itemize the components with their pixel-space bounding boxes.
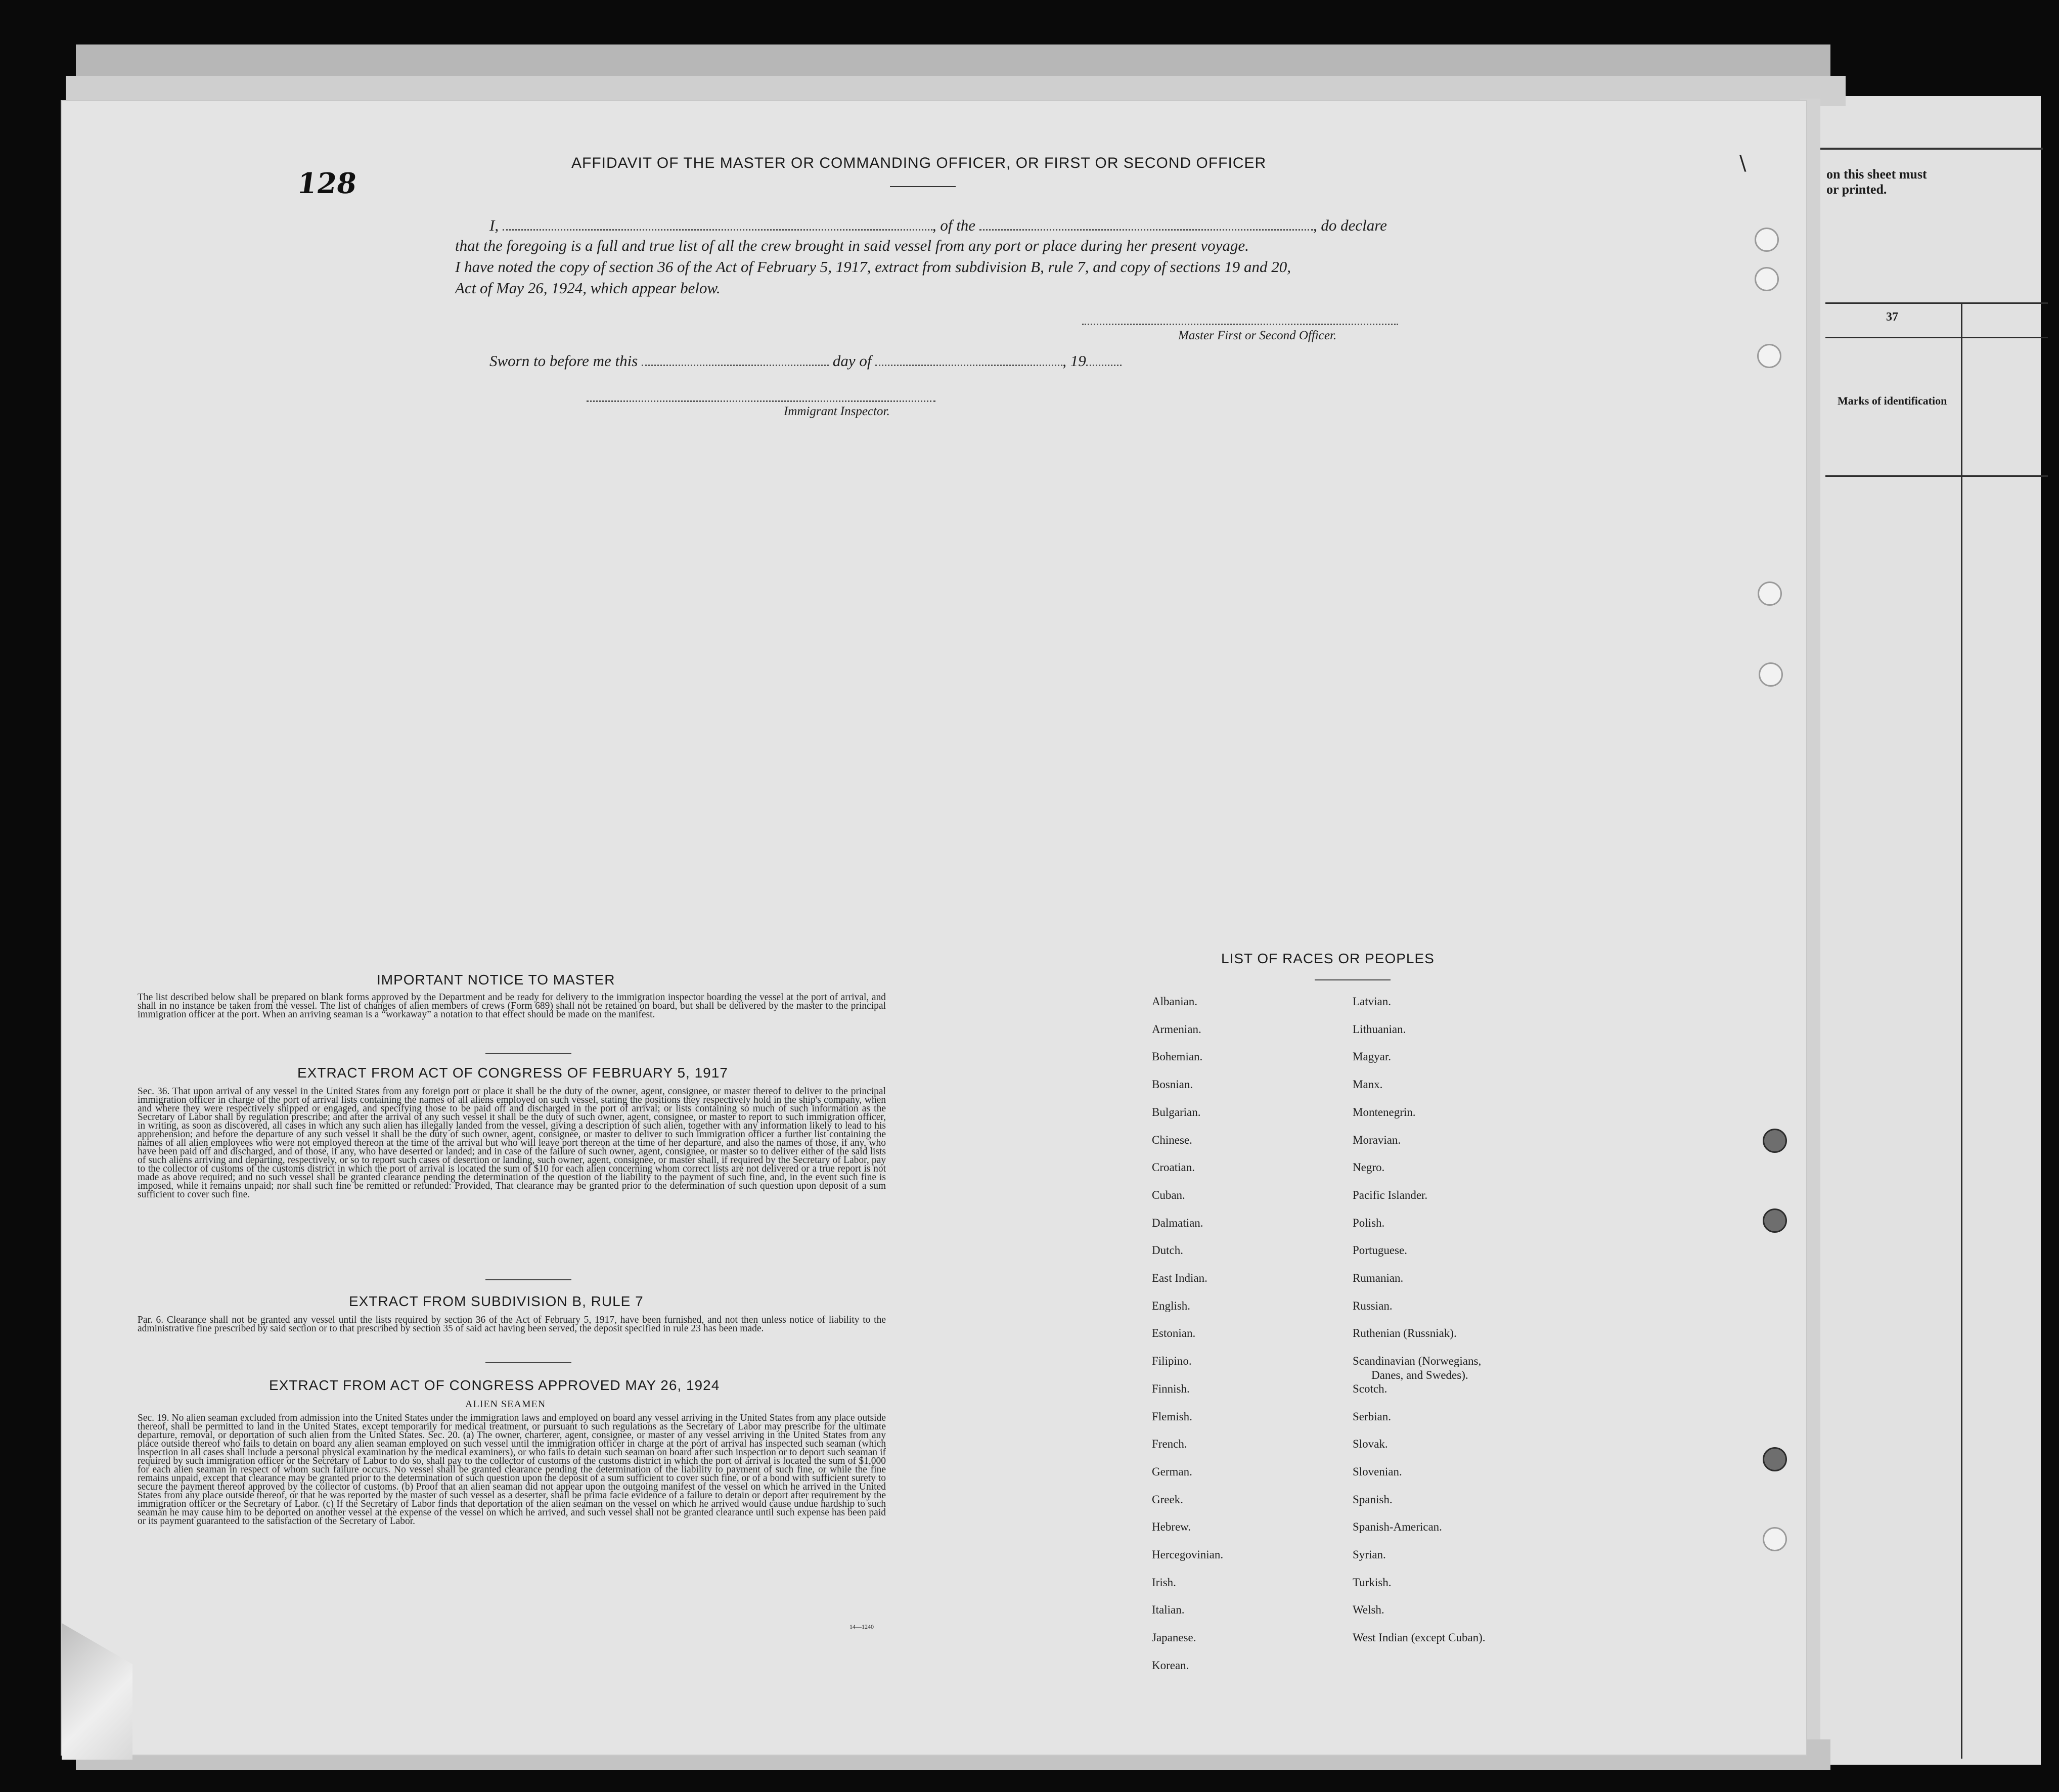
binder-hole — [1763, 1447, 1787, 1471]
extract-1917-title: EXTRACT FROM ACT OF CONGRESS OF FEBRUARY 5, 1917 — [297, 1065, 728, 1081]
race-item: English. — [1152, 1300, 1191, 1312]
race-item: Montenegrin. — [1353, 1106, 1416, 1118]
race-item: Croatian. — [1152, 1161, 1195, 1174]
races-rule — [1315, 979, 1391, 980]
race-item: Japanese. — [1152, 1631, 1196, 1644]
race-item: Armenian. — [1152, 1023, 1201, 1036]
race-item: Korean. — [1152, 1659, 1189, 1672]
race-item: Bohemian. — [1152, 1050, 1203, 1063]
race-item: Slovak. — [1353, 1438, 1388, 1450]
sworn-line — [489, 352, 1122, 370]
inspector-signature-line — [587, 400, 935, 402]
i-label: I, — [489, 216, 499, 234]
race-item: Moravian. — [1353, 1134, 1401, 1146]
binder-hole — [1758, 581, 1782, 606]
underlying-table — [1825, 302, 2048, 1769]
sworn-label: Sworn to before me this — [489, 352, 638, 370]
extract-1924-title: EXTRACT FROM ACT OF CONGRESS APPROVED MAY 26, 1924 — [269, 1377, 720, 1393]
vessel-blank — [979, 225, 1313, 231]
race-item: Bosnian. — [1152, 1078, 1193, 1091]
race-item: Greek. — [1152, 1493, 1183, 1506]
affidavit-line-2: I have noted the copy of section 36 of the Act of February 5, 1917, extract from subdivision B, rule 7, and copy of sections 19 and 20, — [455, 258, 1291, 276]
alien-seamen-subtitle: ALIEN SEAMEN — [465, 1399, 546, 1410]
day-blank — [642, 361, 829, 366]
race-item: Pacific Islander. — [1353, 1189, 1428, 1201]
declaration-line — [489, 216, 1387, 235]
day-of-label: day of — [832, 352, 872, 370]
binder-hole — [1763, 1208, 1787, 1233]
race-item: Filipino. — [1152, 1355, 1192, 1367]
year-blank — [1086, 361, 1122, 366]
race-item: Italian. — [1152, 1603, 1185, 1616]
underlying-header-line2: or printed. — [1826, 182, 1887, 197]
race-item: Lithuanian. — [1353, 1023, 1406, 1036]
of-the-label: , of the — [932, 216, 976, 234]
table-rule — [1825, 337, 2048, 338]
underlying-column-number: 37 — [1886, 310, 1898, 324]
race-item: German. — [1152, 1465, 1192, 1478]
extract-1924-text: Sec. 19. No alien seaman excluded from admission into the United States under the immigration laws and employed on board any vessel arriving in the United States from any place outside thereof, shall be permitted to land in the United States, except temporarily for medical treatment, or pursuant to such regulations as the Secretary of Labor may prescribe for the ultimate departure, removal, or deportation of such alien from the United States. Sec. 20. (a) The owner, charterer, agent, consignee, or master of any vessel arriving in the United States from any place outside thereof who fails to detain on board any alien seaman employed on such vessel until the immigration officer in charge at the port of arrival has inspected such seaman (which inspection in all cases shall include a personal physical examination by the medical examiners), or who fails to detain such seaman on board after such inspection or to deport such seaman if required by such immigration officer or the Secretary of Labor to do so, shall pay to the collector of customs of the customs district in which the port of arrival is located the sum of $1,000 for each alien seaman in respect of whom such failure occurs. No vessel shall be granted clearance pending the determination of the liability to payment of such fine, or while the fine remains unpaid, except that clearance may be granted prior to the determination of such question upon the deposit of a sum sufficient to cover such fine, or of a bond with sufficient surety to secure the payment thereof approved by the collector of customs. (b) Proof that an alien seaman did not appear upon the outgoing manifest of the vessel on which he arrived in the United States from any place outside thereof, or that he was reported by the master of such vessel as a deserter, shall be prima facie evidence of a failure to detain or deport after requirement by the immigration officer or the Secretary of Labor. (c) If the Secretary of Labor finds that deportation of the alien seaman on the vessel on which he arrived would cause undue hardship to such seaman he may cause him to be deported on another vessel at the expense of the vessel on which he arrived, and such vessel shall not be granted clearance until such expense has been paid or its payment guaranteed to the satisfaction of the Secretary of Labor. — [138, 1413, 886, 1527]
race-item: Manx. — [1353, 1078, 1383, 1091]
race-item: Spanish. — [1353, 1493, 1393, 1506]
race-item: Chinese. — [1152, 1134, 1192, 1146]
notice-text: The list described below shall be prepared on blank forms approved by the Department and be ready for delivery to the immigration inspector boarding the vessel at the port of arrival, and shall in no instance be taken from the vessel. The list of changes of alien members of crews (Form 689) shall not be retained on board, but shall be delivered by the master to the principal immigration officer at the port. When an arriving seaman is a “workaway” a notation to that effect should be made on the manifest. — [138, 992, 886, 1020]
extract-rule7-text: Par. 6. Clearance shall not be granted any vessel until the lists required by section 36 of the Act of February 5, 1917, have been furnished, and not then unless notice of liability to the administrative fine prescribed by said section or to that prescribed by section 35 of said act having been served, the deposit specified in rule 23 has been made. — [138, 1315, 886, 1334]
binder-hole — [1763, 1527, 1787, 1551]
notice-title: IMPORTANT NOTICE TO MASTER — [377, 972, 615, 988]
name-blank — [503, 225, 932, 231]
binder-hole — [1757, 344, 1781, 368]
extract-1917-text: Sec. 36. That upon arrival of any vessel in the United States from any foreign port or place it shall be the duty of the owner, agent, consignee, or master thereof to deliver to the principal immigration officer in charge of the port of arrival lists containing the names of all aliens employed on such vessel, stating the positions they respectively hold in the ship's company, when and where they were respectively shipped or engaged, and specifying those to be paid off and discharged in the port of arrival; or lists containing so much of such information as the Secretary of Labor shall by regulation prescribe; and after the arrival of any such vessel it shall be the duty of such owner, agent, consignee, or master to report to such immigration officer, in writing, as soon as discovered, all cases in which any such alien has illegally landed from the vessel, giving a description of such alien, together with any information likely to lead to his apprehension; and before the departure of any such vessel it shall be the duty of such owner, agent, consignee, or master to deliver to such immigration officer a further list containing the names of all alien employees who were not employed thereon at the time of the arrival but who will leave port thereon at the time of her departure, and also the names of those, if any, who have been paid off and discharged, and of those, if any, who have deserted or landed; and in case of the failure of such owner, agent, consignee, or master so to deliver either of the said lists of such aliens arriving and departing, respectively, or so to report such cases of desertion or landing, such owner, agent, consignee, or master shall, if required by the Secretary of Labor, pay to the collector of customs of the customs district in which the port of arrival is located the sum of $10 for each alien concerning whom correct lists are not delivered or a true report is not made as above required; and no such vessel shall be granted clearance pending the determination of the question of the liability to the payment of such fine, and, in the event such fine is imposed, while it remains unpaid; nor shall such fine be remitted or refunded: Provided, That clearance may be granted prior to the determination of such question upon deposit of a sum sufficient to cover such fine. — [138, 1086, 886, 1200]
race-item: Finnish. — [1152, 1382, 1190, 1395]
binder-hole — [1763, 1129, 1787, 1153]
race-item: Portuguese. — [1353, 1244, 1407, 1257]
table-rule — [1825, 475, 2048, 477]
race-item: French. — [1152, 1438, 1187, 1450]
race-item: Polish. — [1353, 1217, 1385, 1229]
race-item: Bulgarian. — [1152, 1106, 1201, 1118]
affidavit-title: AFFIDAVIT OF THE MASTER OR COMMANDING OFFICER, OR FIRST OR SECOND OFFICER — [571, 155, 1267, 171]
races-title: LIST OF RACES OR PEOPLES — [1221, 951, 1435, 966]
race-item: Russian. — [1353, 1300, 1393, 1312]
binder-hole — [1759, 662, 1783, 687]
race-item: Dutch. — [1152, 1244, 1183, 1257]
master-signature-line — [1082, 324, 1398, 325]
race-item: Albanian. — [1152, 995, 1198, 1008]
race-item: Magyar. — [1353, 1050, 1392, 1063]
race-item: Syrian. — [1353, 1548, 1386, 1561]
race-item: Scotch. — [1353, 1382, 1387, 1395]
corner-tick-mark: \ — [1739, 152, 1747, 175]
race-item: Ruthenian (Russniak). — [1353, 1327, 1457, 1339]
race-item: Negro. — [1353, 1161, 1385, 1174]
race-item: Dalmatian. — [1152, 1217, 1203, 1229]
table-column-rule — [1961, 302, 1962, 1759]
race-item: Irish. — [1152, 1576, 1176, 1589]
underlying-rule — [1820, 148, 2043, 150]
section-rule — [485, 1053, 571, 1054]
race-item: Latvian. — [1353, 995, 1391, 1008]
affidavit-line-1: that the foregoing is a full and true list of all the crew brought in said vessel from any port or place during her present voyage. — [455, 237, 1249, 254]
handwritten-page-number: 128 — [295, 167, 359, 200]
binder-hole — [1755, 228, 1779, 252]
race-item: Flemish. — [1152, 1410, 1192, 1423]
month-blank — [875, 361, 1062, 366]
race-item: Danes, and Swedes). — [1371, 1369, 1468, 1381]
race-item: Slovenian. — [1353, 1465, 1402, 1478]
race-item: Spanish-American. — [1353, 1520, 1442, 1533]
race-item: Hercegovinian. — [1152, 1548, 1224, 1561]
race-item: Cuban. — [1152, 1189, 1185, 1201]
binder-hole — [1755, 267, 1779, 291]
section-rule — [485, 1362, 571, 1363]
race-item: Estonian. — [1152, 1327, 1196, 1339]
affidavit-line-3: Act of May 26, 1924, which appear below. — [455, 279, 721, 297]
underlying-column-marks: Marks of identification — [1838, 394, 1947, 407]
race-item: Hebrew. — [1152, 1520, 1191, 1533]
race-item: Serbian. — [1353, 1410, 1392, 1423]
race-item: East Indian. — [1152, 1272, 1207, 1284]
race-item: Welsh. — [1353, 1603, 1384, 1616]
do-declare-label: , do declare — [1313, 216, 1387, 234]
section-rule — [485, 1279, 571, 1280]
year-label: , 19 — [1062, 352, 1086, 370]
inspector-signature-label: Immigrant Inspector. — [784, 405, 890, 418]
form-number: 14—1240 — [849, 1623, 874, 1630]
master-signature-label: Master First or Second Officer. — [1178, 329, 1337, 342]
table-rule — [1825, 302, 2048, 304]
race-item: Turkish. — [1353, 1576, 1392, 1589]
race-item: Scandinavian (Norwegians, — [1353, 1355, 1482, 1367]
underlying-header-line1: on this sheet must — [1826, 167, 1927, 182]
title-rule — [890, 186, 956, 187]
race-item: West Indian (except Cuban). — [1353, 1631, 1486, 1644]
race-item: Rumanian. — [1353, 1272, 1404, 1284]
extract-rule7-title: EXTRACT FROM SUBDIVISION B, RULE 7 — [349, 1293, 644, 1309]
